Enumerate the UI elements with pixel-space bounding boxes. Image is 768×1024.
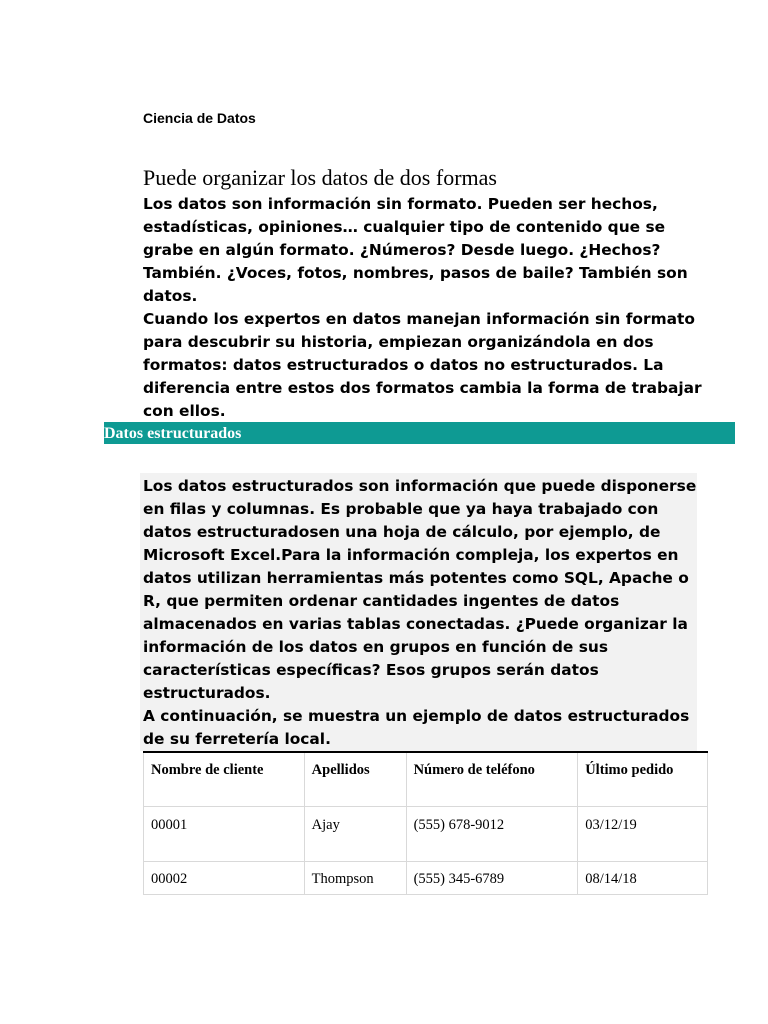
table-cell: (555) 345-6789 [406, 861, 578, 894]
customer-table [143, 751, 708, 895]
section-title: Datos estructurados [104, 425, 242, 442]
structured-paragraph-1: Los datos estructurados son información que puede disponerse en filas y columnas. Es probable que ya haya trabajado con datos estructuradosen una hoja de cálculo, por ejemplo, de Microsoft Excel.Para la información compleja, los expertos en datos utilizan herramientas más potentes como SQL, Apache o R, que permiten ordenar cantidades ingentes de datos almacenados en varias tablas conectadas. ¿Puede organizar la información de los datos en grupos en función de sus características específicas? Esos grupos serán datos estructurados. [143, 477, 697, 702]
intro-paragraph-1: Los datos son información sin formato. Pueden ser hechos, estadísticas, opiniones… cualquier tipo de contenido que se grabe en algún formato. ¿Números? Desde luego. ¿Hechos? También. ¿Voces, fotos, nombres, pasos de baile? También son datos. [143, 195, 688, 305]
header-cell: Último pedido [578, 752, 708, 806]
table-cell: Ajay [304, 806, 406, 861]
document-title: Ciencia de Datos [143, 110, 256, 126]
table-cell: (555) 678-9012 [406, 806, 578, 861]
table-cell: 00001 [144, 806, 305, 861]
table-row [144, 806, 708, 861]
table-cell: 00002 [144, 861, 305, 894]
header-cell: Nombre de cliente [144, 752, 305, 806]
table-cell: Thompson [304, 861, 406, 894]
table-header-row [144, 752, 708, 806]
intro-paragraph-2: Cuando los expertos en datos manejan información sin formato para descubrir su historia, empiezan organizándola en dos formatos: datos estructurados o datos no estructurados. La diferencia entre estos dos formatos cambia la forma de trabajar con ellos. [143, 310, 702, 420]
header-cell: Apellidos [304, 752, 406, 806]
structured-paragraph-2: A continuación, se muestra un ejemplo de datos estructurados de su ferretería local. [143, 707, 690, 748]
section-heading: Puede organizar los datos de dos formas [143, 165, 497, 190]
table-cell: 03/12/19 [578, 806, 708, 861]
structured-text [143, 475, 698, 751]
header-cell: Número de teléfono [406, 752, 578, 806]
table-row [144, 861, 708, 894]
table-cell: 08/14/18 [578, 861, 708, 894]
intro-text [143, 193, 703, 423]
